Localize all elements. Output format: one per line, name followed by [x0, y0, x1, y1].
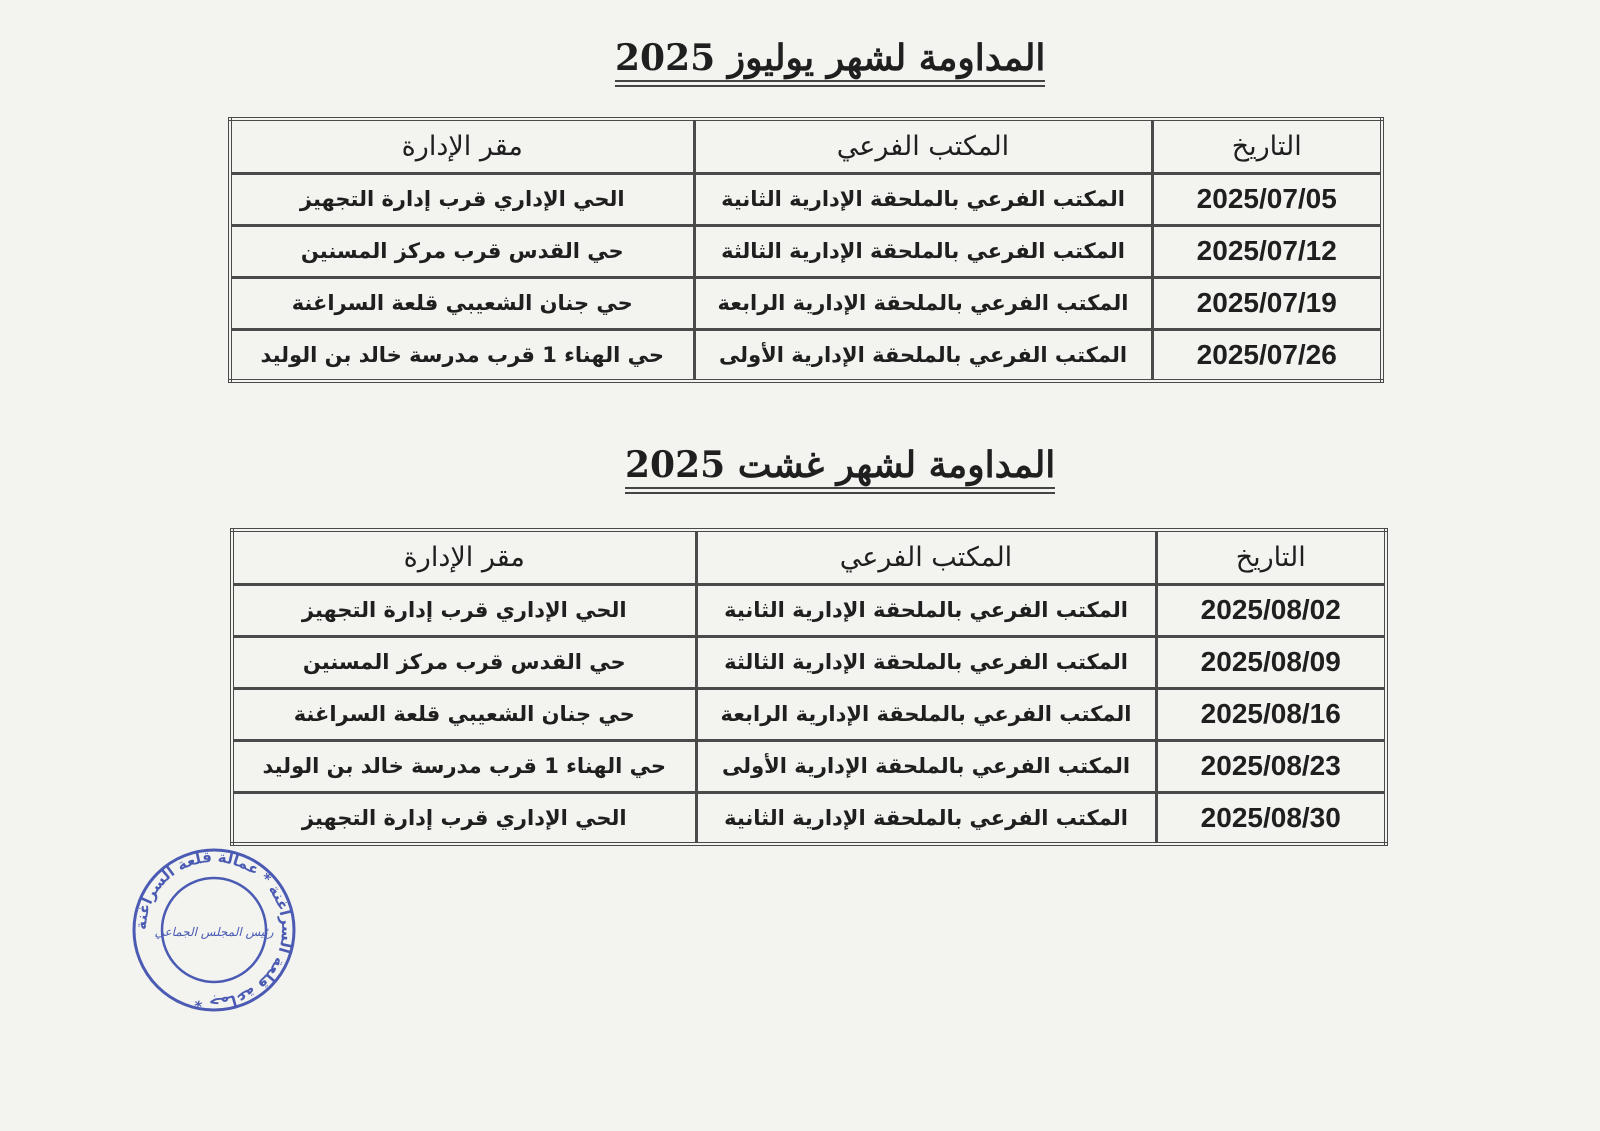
stamp-center-lettering: رئيس المجلس الجماعي	[154, 925, 274, 939]
table-row	[232, 740, 1386, 792]
branch-cell: المكتب الفرعي بالملحقة الإدارية الأولى	[694, 329, 1152, 381]
branch-cell: المكتب الفرعي بالملحقة الإدارية الثالثة	[694, 225, 1152, 277]
branch-cell: المكتب الفرعي بالملحقة الإدارية الرابعة	[694, 277, 1152, 329]
table-row	[232, 792, 1386, 844]
hq-cell: حي جنان الشعيبي قلعة السراغنة	[230, 277, 694, 329]
header-hq: مقر الإدارة	[230, 119, 694, 173]
date-cell: 2025/07/19	[1152, 277, 1382, 329]
table-row	[230, 173, 1382, 225]
branch-cell: المكتب الفرعي بالملحقة الإدارية الثانية	[696, 792, 1156, 844]
hq-cell: الحي الإداري قرب إدارة التجهيز	[232, 584, 696, 636]
table-header-row	[232, 530, 1386, 584]
branch-cell: المكتب الفرعي بالملحقة الإدارية الثالثة	[696, 636, 1156, 688]
branch-cell: المكتب الفرعي بالملحقة الإدارية الثانية	[696, 584, 1156, 636]
hq-cell: حي القدس قرب مركز المسنين	[232, 636, 696, 688]
july-title: المداومة لشهر يوليوز 2025	[615, 40, 1045, 82]
date-cell: 2025/08/16	[1156, 688, 1386, 740]
official-stamp	[130, 846, 298, 1014]
header-date: التاريخ	[1152, 119, 1382, 173]
table-header-row	[230, 119, 1382, 173]
header-hq: مقر الإدارة	[232, 530, 696, 584]
hq-cell: حي القدس قرب مركز المسنين	[230, 225, 694, 277]
table-row	[230, 277, 1382, 329]
date-cell: 2025/08/30	[1156, 792, 1386, 844]
hq-cell: الحي الإداري قرب إدارة التجهيز	[230, 173, 694, 225]
table-row	[232, 636, 1386, 688]
date-cell: 2025/08/23	[1156, 740, 1386, 792]
hq-cell: حي الهناء 1 قرب مدرسة خالد بن الوليد	[232, 740, 696, 792]
table-row	[230, 329, 1382, 381]
hq-cell: حي الهناء 1 قرب مدرسة خالد بن الوليد	[230, 329, 694, 381]
date-cell: 2025/08/02	[1156, 584, 1386, 636]
date-cell: 2025/07/05	[1152, 173, 1382, 225]
stamp-ring-lettering: جماعة قلعة السراغنة * عمالة قلعة السراغنة *	[131, 847, 297, 1013]
branch-cell: المكتب الفرعي بالملحقة الإدارية الثانية	[694, 173, 1152, 225]
august-title: المداومة لشهر غشت 2025	[625, 447, 1055, 489]
branch-cell: المكتب الفرعي بالملحقة الإدارية الرابعة	[696, 688, 1156, 740]
hq-cell: حي جنان الشعيبي قلعة السراغنة	[232, 688, 696, 740]
date-cell: 2025/07/12	[1152, 225, 1382, 277]
header-branch: المكتب الفرعي	[694, 119, 1152, 173]
hq-cell: الحي الإداري قرب إدارة التجهيز	[232, 792, 696, 844]
date-cell: 2025/07/26	[1152, 329, 1382, 381]
july-table	[228, 117, 1384, 383]
table-row	[232, 584, 1386, 636]
table-row	[230, 225, 1382, 277]
august-table	[230, 528, 1388, 846]
date-cell: 2025/08/09	[1156, 636, 1386, 688]
header-branch: المكتب الفرعي	[696, 530, 1156, 584]
table-row	[232, 688, 1386, 740]
header-date: التاريخ	[1156, 530, 1386, 584]
branch-cell: المكتب الفرعي بالملحقة الإدارية الأولى	[696, 740, 1156, 792]
